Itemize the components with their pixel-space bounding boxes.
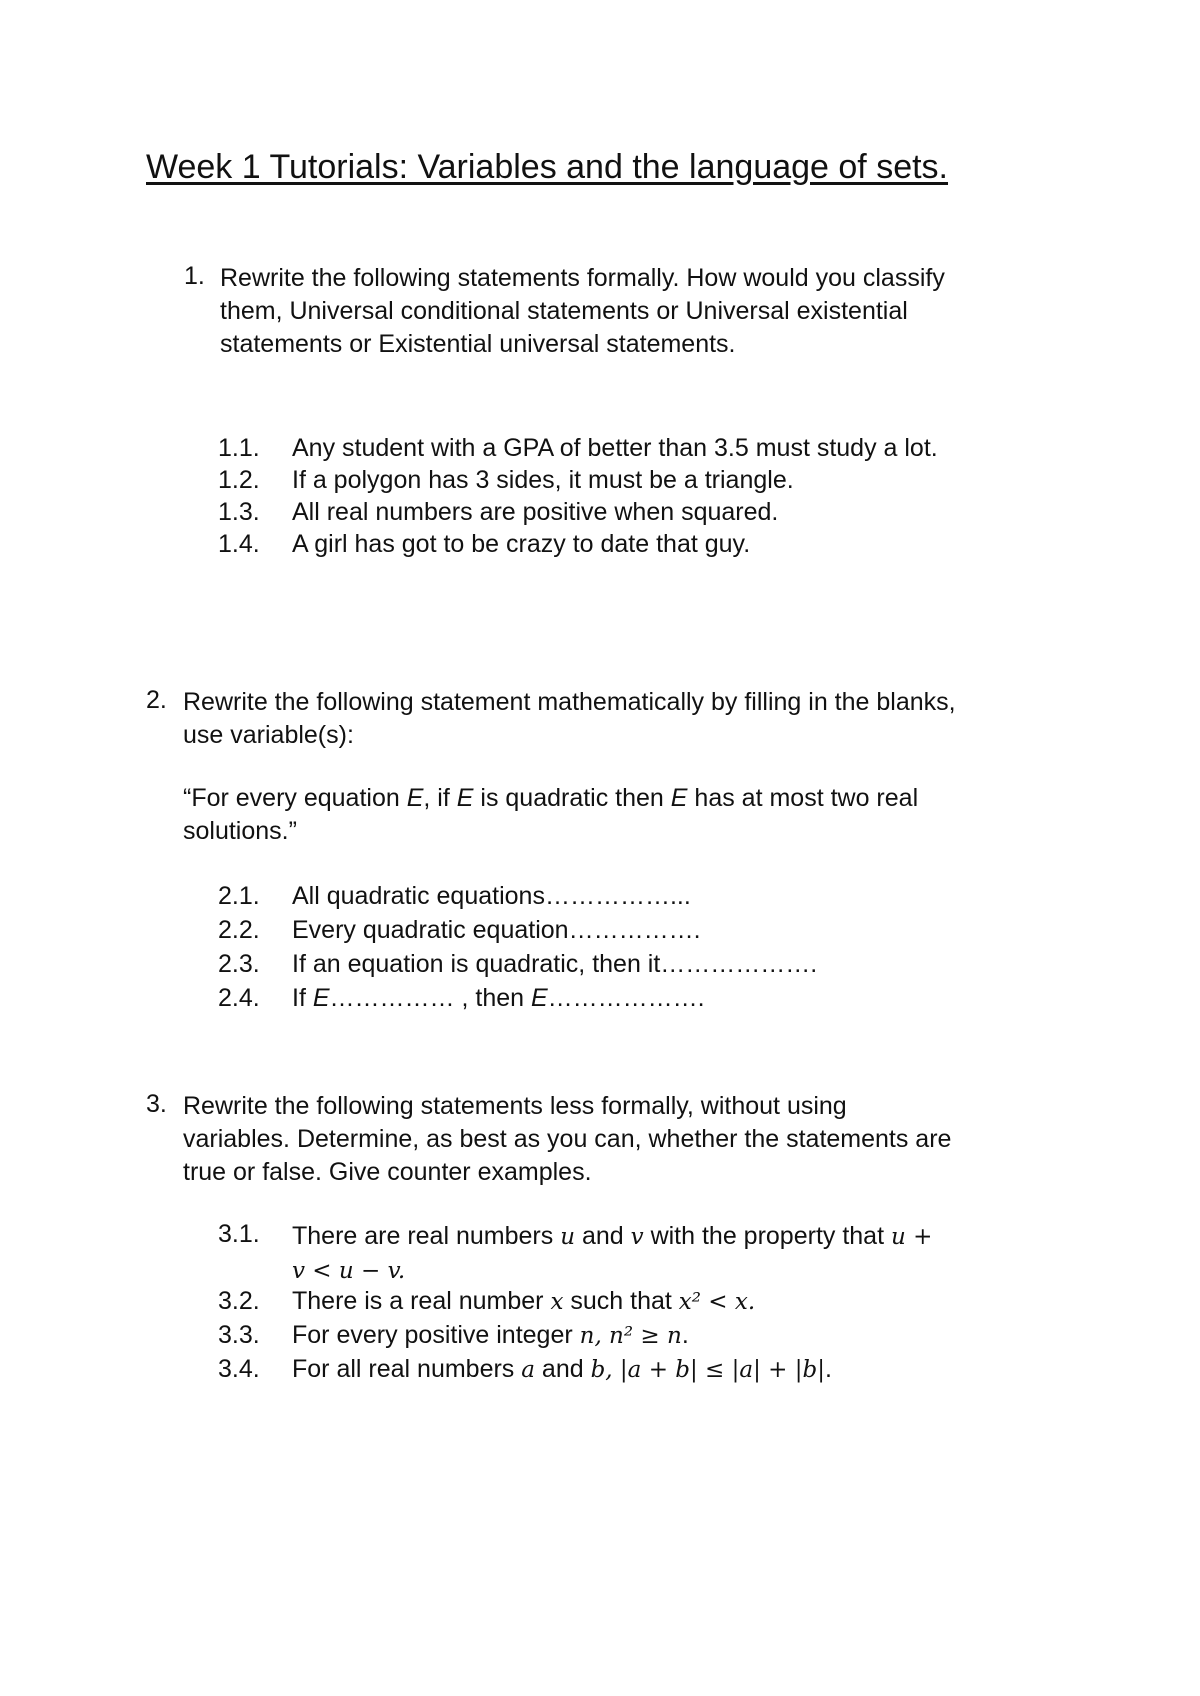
q2-prompt: [183, 686, 956, 752]
q3-item-text: For all real numbers a and b, |a + b| ≤ |a| + |b|.: [292, 1355, 832, 1383]
page-title: Week 1 Tutorials: Variables and the language of sets.: [146, 148, 949, 186]
q3-item-text: There are real numbers u and v with the property that u + v < u − v.: [292, 1222, 933, 1284]
q1-item-text: Any student with a GPA of better than 3.5 must study a lot.: [292, 434, 938, 462]
q2-prompt-line: use variable(s):: [183, 721, 354, 749]
q1-prompt: [220, 262, 945, 361]
q3-item-text: There is a real number x such that x² < x.: [292, 1287, 756, 1315]
q3-prompt-line: true or false. Give counter examples.: [183, 1158, 592, 1186]
q1-prompt-line: them, Universal conditional statements or Universal existential: [220, 297, 908, 325]
q1-number: 1.: [184, 262, 205, 290]
q3-item-number: 3.4.: [218, 1355, 260, 1383]
q3-item-number: 3.2.: [218, 1287, 260, 1315]
q3-prompt: [183, 1090, 951, 1189]
q2-item-text: Every quadratic equation…………….: [292, 916, 701, 944]
q3-item-number: 3.1.: [218, 1220, 260, 1248]
q1-prompt-line: statements or Existential universal statements.: [220, 330, 736, 358]
q2-number: 2.: [146, 686, 167, 714]
q1-item-text: If a polygon has 3 sides, it must be a triangle.: [292, 466, 794, 494]
q1-item-number: 1.4.: [218, 530, 260, 558]
q1-item-number: 1.1.: [218, 434, 260, 462]
q2-prompt-line: Rewrite the following statement mathematically by filling in the blanks,: [183, 688, 956, 716]
q2-quote: [183, 782, 918, 848]
q1-item-number: 1.3.: [218, 498, 260, 526]
q1-item-number: 1.2.: [218, 466, 260, 494]
q2-item-number: 2.4.: [218, 984, 260, 1012]
q1-prompt-line: Rewrite the following statements formally. How would you classify: [220, 264, 945, 292]
q3-prompt-line: variables. Determine, as best as you can, whether the statements are: [183, 1125, 952, 1153]
q2-item-number: 2.3.: [218, 950, 260, 978]
q3-item-text: For every positive integer n, n² ≥ n.: [292, 1321, 689, 1349]
q2-item-text: If E…………… , then E……………….: [292, 984, 705, 1012]
q2-item-number: 2.2.: [218, 916, 260, 944]
q1-item-text: A girl has got to be crazy to date that guy.: [292, 530, 751, 558]
q3-item-number: 3.3.: [218, 1321, 260, 1349]
q2-item-text: All quadratic equations……………...: [292, 882, 691, 910]
q2-item-text: If an equation is quadratic, then it……………….: [292, 950, 818, 978]
q1-item-text: All real numbers are positive when squared.: [292, 498, 779, 526]
q3-number: 3.: [146, 1090, 167, 1118]
q2-item-number: 2.1.: [218, 882, 260, 910]
q2-quote-line: “For every equation E, if E is quadratic then E has at most two real: [183, 784, 919, 812]
q3-prompt-line: Rewrite the following statements less formally, without using: [183, 1092, 847, 1120]
q2-quote-line: solutions.”: [183, 817, 297, 845]
